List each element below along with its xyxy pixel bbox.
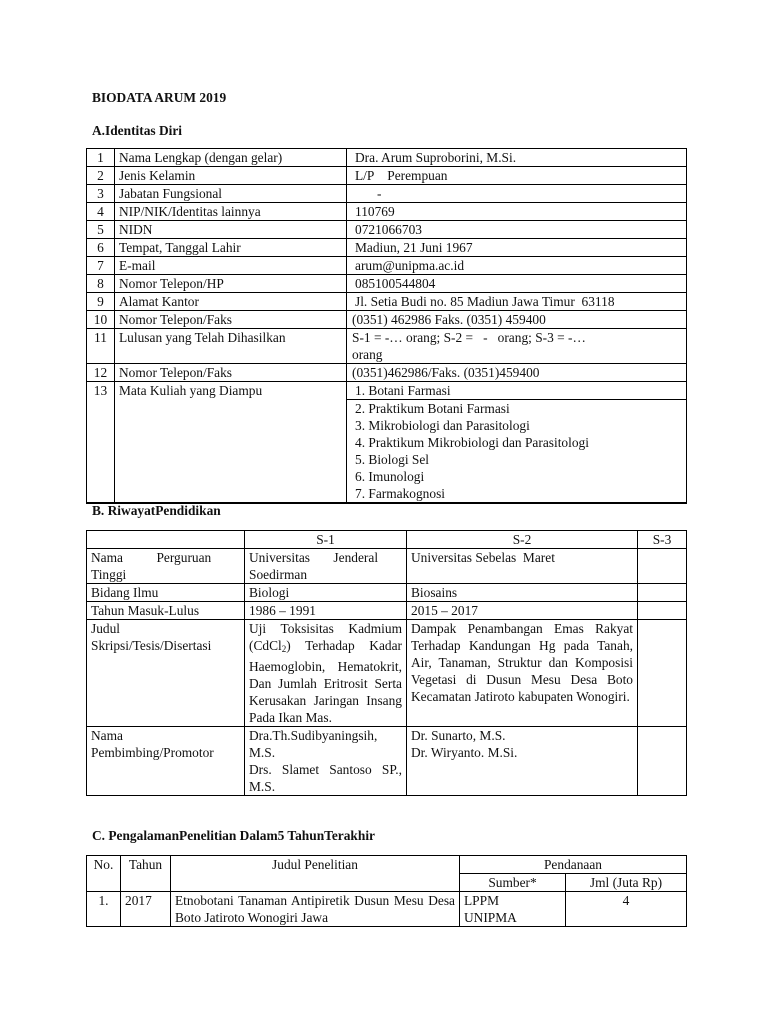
table-row	[87, 329, 687, 364]
document-title: BIODATA ARUM 2019	[92, 90, 227, 105]
row-number: 9	[87, 293, 115, 311]
table-row	[87, 549, 687, 584]
row-number: 6	[87, 239, 115, 257]
table-row	[87, 584, 687, 602]
cell-s1	[245, 549, 407, 584]
list-item: 1. Botani Farmasi	[347, 382, 686, 400]
lulusan-line-1: S-1 = -… orang; S-2 = - orang; S-3 = -…	[352, 330, 586, 345]
cell-line: Dr. Wiryanto. M.Si.	[411, 745, 518, 760]
label-line: Nama Perguruan	[91, 550, 212, 565]
table-row	[87, 293, 687, 311]
list-item: 5. Biologi Sel	[355, 452, 430, 467]
row-label: Bidang Ilmu	[87, 584, 245, 602]
header-cell: Judul Penelitian	[171, 856, 460, 892]
header-cell: No.	[87, 856, 121, 892]
cell-s1	[245, 620, 407, 727]
label-line: Skripsi/Tesis/Disertasi	[91, 638, 212, 653]
cell-line: Dra.Th.Sudibyaningsih, M.S.	[249, 728, 378, 760]
field-value: L/P Perempuan	[347, 167, 687, 185]
field-label: Nomor Telepon/Faks	[115, 364, 347, 382]
header-cell: S-2	[407, 531, 638, 549]
cell-line: LPPM	[464, 893, 499, 908]
label-line: Tinggi	[91, 567, 127, 582]
table-row	[87, 149, 687, 167]
row-label: Tahun Masuk-Lulus	[87, 602, 245, 620]
field-value: (0351) 462986 Faks. (0351) 459400	[347, 311, 687, 329]
cell-s2	[407, 727, 638, 796]
cell-line: Soedirman	[249, 567, 308, 582]
field-value: Madiun, 21 Juni 1967	[347, 239, 687, 257]
table-row	[87, 727, 687, 796]
table-row	[87, 602, 687, 620]
lulusan-line-2: orang	[352, 347, 383, 362]
list-item: 7. Farmakognosi	[355, 486, 446, 501]
table-row	[87, 620, 687, 727]
table-row	[87, 221, 687, 239]
field-label: NIP/NIK/Identitas lainnya	[115, 203, 347, 221]
mata-kuliah-list	[347, 382, 687, 504]
table-row	[87, 275, 687, 293]
field-label: Alamat Kantor	[115, 293, 347, 311]
header-cell: S-1	[245, 531, 407, 549]
header-cell: Tahun	[121, 856, 171, 892]
cell-source	[460, 892, 566, 927]
row-number: 13	[87, 382, 115, 504]
cell-amount: 4	[566, 892, 687, 927]
field-value: Jl. Setia Budi no. 85 Madiun Jawa Timur 63118	[347, 293, 687, 311]
table-row	[87, 185, 687, 203]
field-label: Lulusan yang Telah Dihasilkan	[115, 329, 347, 364]
cell-line: Drs. Slamet Santoso SP., M.S.	[249, 762, 402, 794]
cell-s3	[638, 727, 687, 796]
label-line: Judul	[91, 621, 121, 636]
row-number: 3	[87, 185, 115, 203]
table-header-row	[87, 531, 687, 549]
section-b-heading: B. RiwayatPendidikan	[92, 503, 221, 518]
row-number: 7	[87, 257, 115, 275]
cell-s1: Biologi	[245, 584, 407, 602]
field-value: -	[347, 185, 687, 203]
table-header-row	[87, 856, 687, 874]
table-row	[87, 382, 687, 504]
cell-s3	[638, 620, 687, 727]
row-label	[87, 549, 245, 584]
cell-line: Dr. Sunarto, M.S.	[411, 728, 506, 743]
cell-s3	[638, 584, 687, 602]
section-c-heading: C. PengalamanPenelitian Dalam5 TahunTerakhir	[92, 828, 375, 843]
cell-s3	[638, 549, 687, 584]
section-a-heading: A.Identitas Diri	[92, 123, 183, 138]
table-row	[87, 239, 687, 257]
list-item: 4. Praktikum Mikrobiologi dan Parasitologi	[355, 435, 589, 450]
cell-s2: Biosains	[407, 584, 638, 602]
judul-text: ) Terhadap Kadar Haemoglobin, Hematokrit, Dan Jumlah Eritrosit Serta Kerusakan Jaringan Insang Pada Ikan Mas.	[249, 638, 402, 725]
field-value	[347, 329, 687, 364]
cell-s2: 2015 – 2017	[407, 602, 638, 620]
label-line: Pembimbing/Promotor	[91, 745, 214, 760]
row-number: 8	[87, 275, 115, 293]
field-label: Tempat, Tanggal Lahir	[115, 239, 347, 257]
table-row	[87, 311, 687, 329]
row-number: 2	[87, 167, 115, 185]
field-label: Nama Lengkap (dengan gelar)	[115, 149, 347, 167]
subscript: 2	[281, 644, 287, 654]
header-cell: Sumber*	[460, 874, 566, 892]
email-value: arum@unipma.ac.id	[347, 257, 687, 275]
cell-s1	[245, 727, 407, 796]
field-label: Jabatan Fungsional	[115, 185, 347, 203]
field-value: 085100544804	[347, 275, 687, 293]
list-item: 3. Mikrobiologi dan Parasitologi	[355, 418, 530, 433]
row-number: 1	[87, 149, 115, 167]
list-item: 2. Praktikum Botani Farmasi	[355, 401, 510, 416]
field-label: NIDN	[115, 221, 347, 239]
cell-s2: Dampak Penambangan Emas Rakyat Terhadap Kandungan Hg pada Tanah, Air, Tanaman, Struktur dan Komposisi Vegetasi di Dusun Mesu Desa Boto Kecamatan Jatiroto kabupaten Wonogiri.	[407, 620, 638, 727]
field-value: Dra. Arum Suproborini, M.Si.	[347, 149, 687, 167]
field-label: Nomor Telepon/HP	[115, 275, 347, 293]
header-cell-empty	[87, 531, 245, 549]
field-label: Jenis Kelamin	[115, 167, 347, 185]
cell-s3	[638, 602, 687, 620]
penelitian-table	[86, 855, 687, 927]
row-number: 5	[87, 221, 115, 239]
cell-line: UNIPMA	[464, 910, 517, 925]
table-row	[87, 892, 687, 927]
header-cell: S-3	[638, 531, 687, 549]
row-number: 1.	[87, 892, 121, 927]
row-number: 10	[87, 311, 115, 329]
field-value: 110769	[347, 203, 687, 221]
identitas-table	[86, 148, 687, 504]
cell-s2: Universitas Sebelas Maret	[407, 549, 638, 584]
header-cell: Pendanaan	[460, 856, 687, 874]
list-item: 6. Imunologi	[355, 469, 425, 484]
table-row	[87, 203, 687, 221]
cell-s1: 1986 – 1991	[245, 602, 407, 620]
field-label: E-mail	[115, 257, 347, 275]
field-label: Mata Kuliah yang Diampu	[115, 382, 347, 504]
row-number: 4	[87, 203, 115, 221]
cell-year: 2017	[121, 892, 171, 927]
pendidikan-table	[86, 530, 687, 796]
header-cell: Jml (Juta Rp)	[566, 874, 687, 892]
label-line: Nama	[91, 728, 123, 743]
table-row	[87, 257, 687, 275]
table-row	[87, 167, 687, 185]
row-label	[87, 727, 245, 796]
row-number: 12	[87, 364, 115, 382]
cell-line: Universitas Jenderal	[249, 550, 379, 565]
judul-text: Uji Toksisitas Kadmium (CdCl	[249, 621, 402, 653]
row-number: 11	[87, 329, 115, 364]
cell-title: Etnobotani Tanaman Antipiretik Dusun Mesu Desa Boto Jatiroto Wonogiri Jawa	[171, 892, 460, 927]
row-label	[87, 620, 245, 727]
field-value: 0721066703	[347, 221, 687, 239]
table-row	[87, 364, 687, 382]
field-value: (0351)462986/Faks. (0351)459400	[347, 364, 687, 382]
field-label: Nomor Telepon/Faks	[115, 311, 347, 329]
